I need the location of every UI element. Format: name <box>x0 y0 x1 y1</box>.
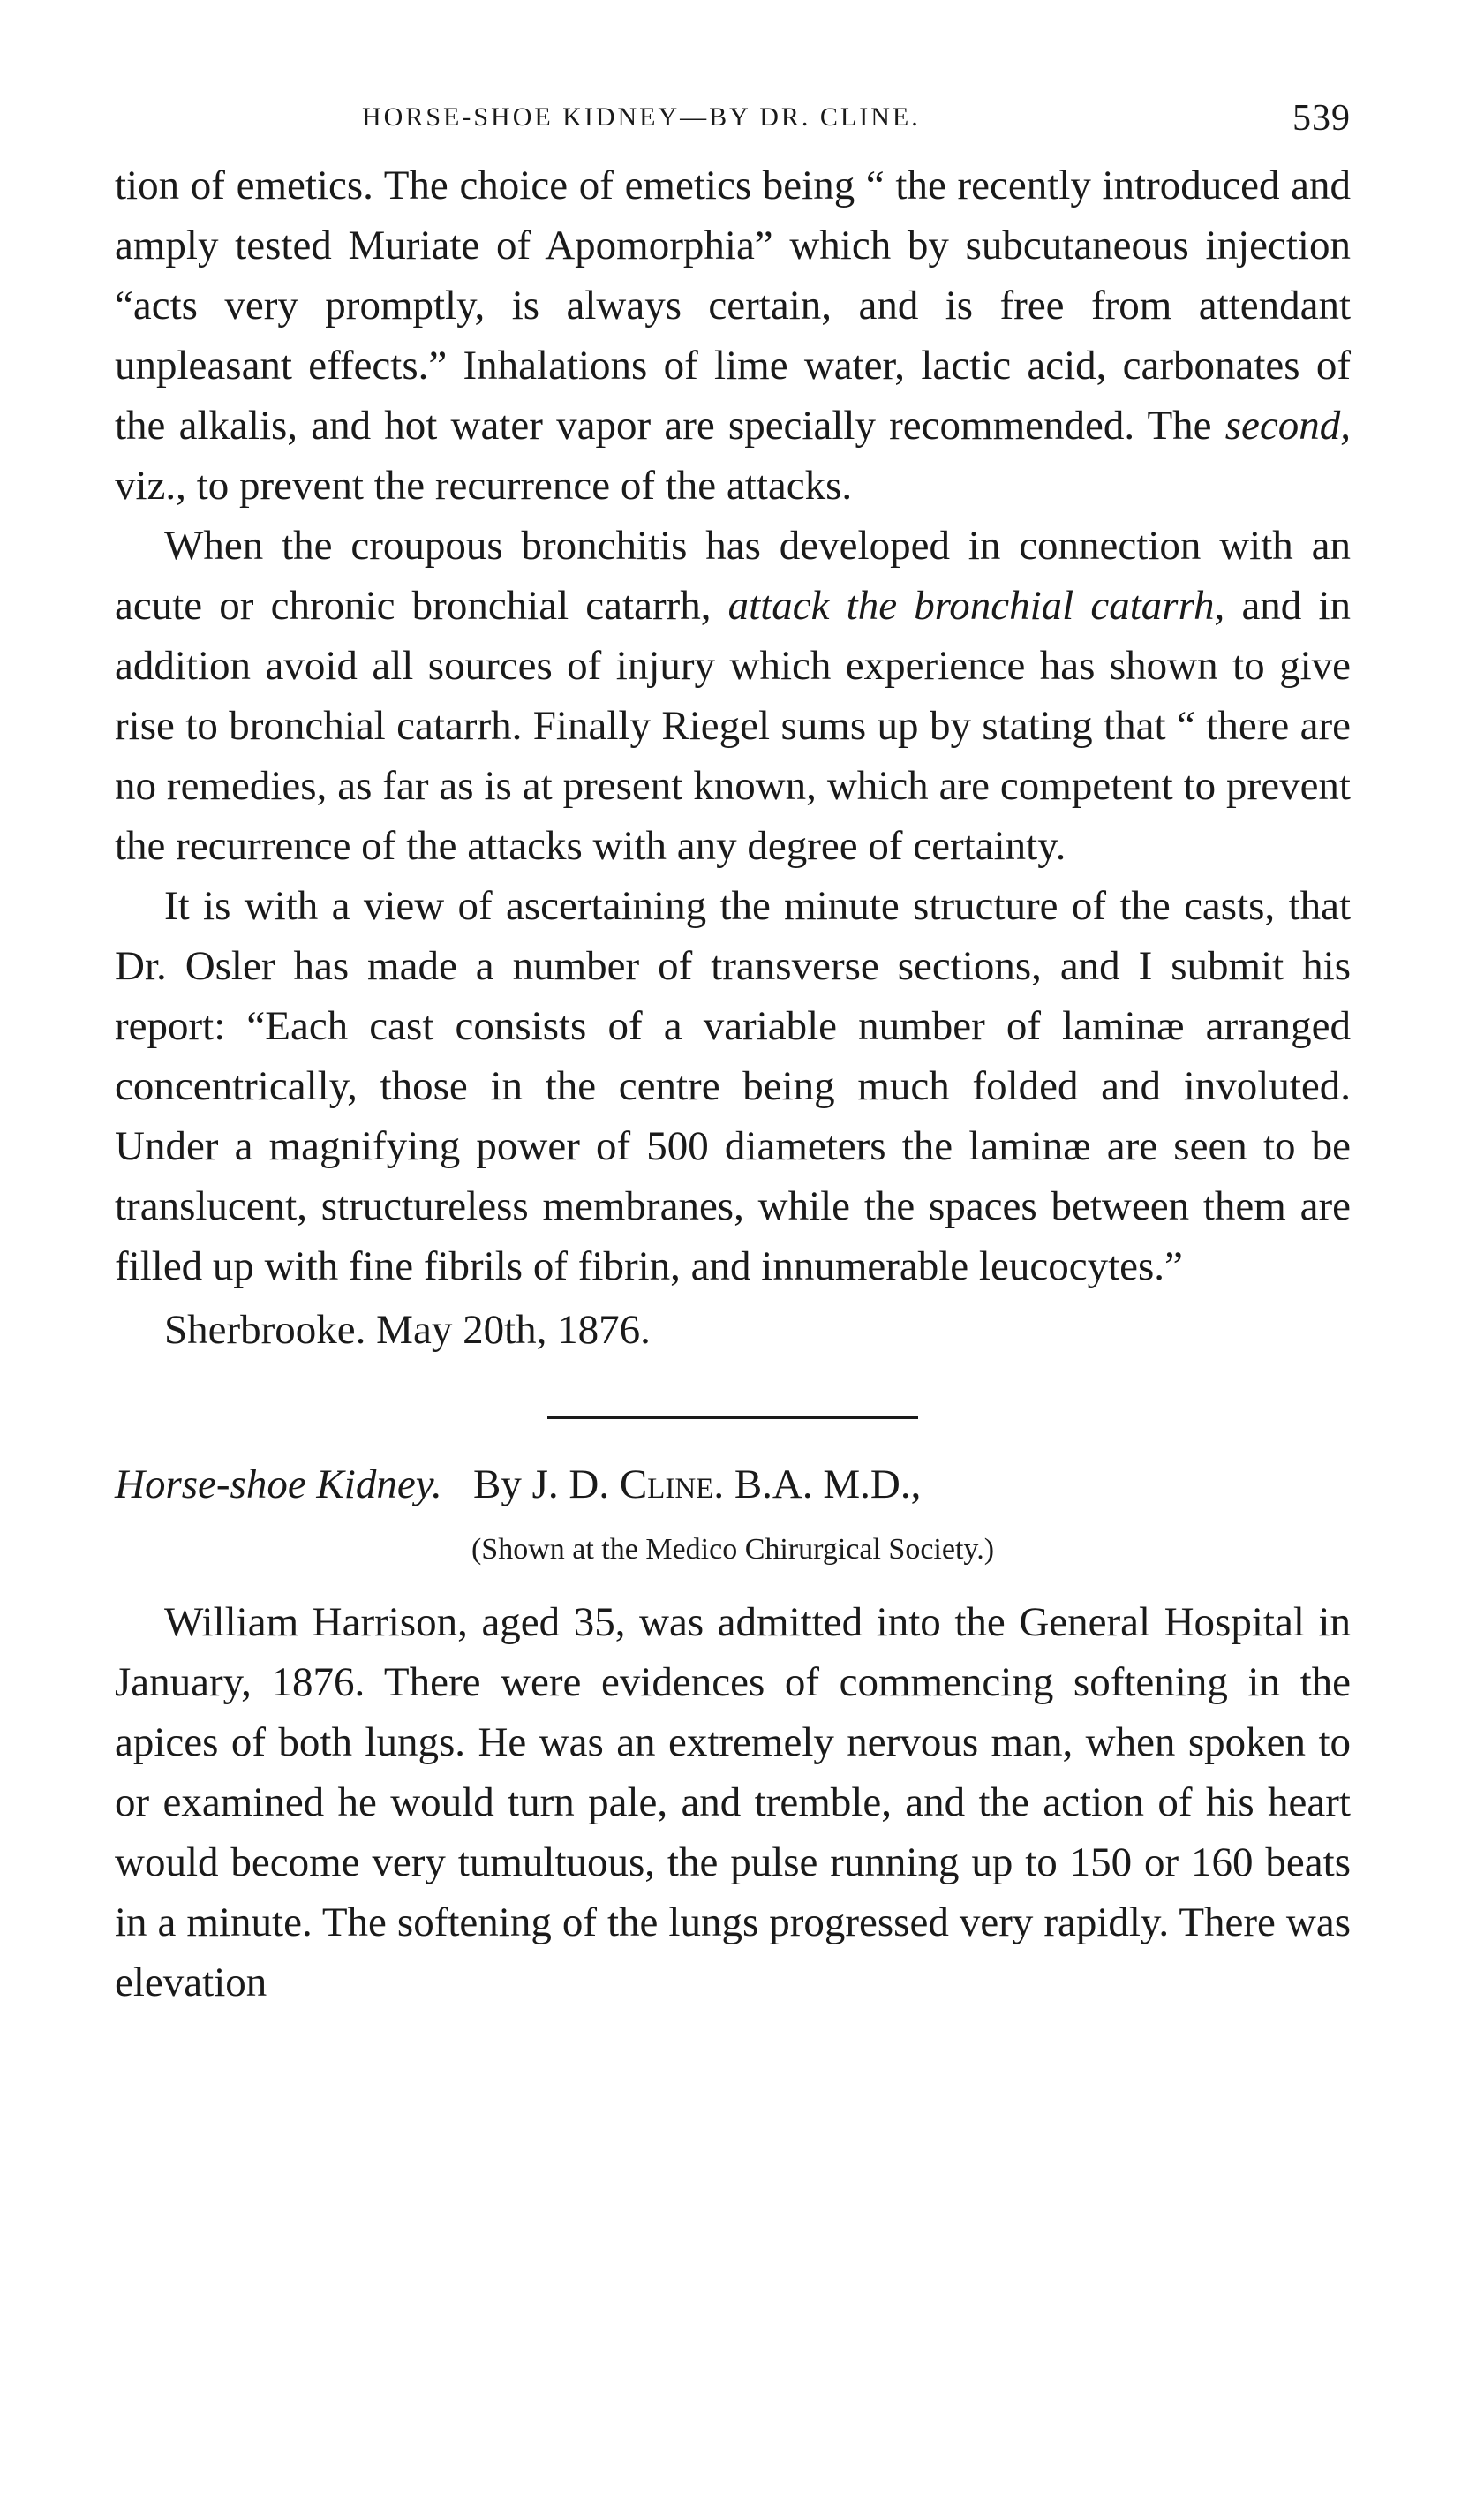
article-subtitle: (Shown at the Medico Chirurgical Society.) <box>471 1533 995 1566</box>
section-divider <box>547 1416 918 1419</box>
page-number: 539 <box>1292 98 1351 139</box>
article-heading <box>115 1454 1351 1514</box>
running-title: HORSE-SHOE KIDNEY—BY DR. CLINE. <box>362 102 921 132</box>
article-author: Cline <box>619 1461 714 1507</box>
article-byline-prefix: By J. D. <box>472 1461 620 1507</box>
main-text <box>115 155 1351 1360</box>
paragraph-emetics-text: tion of emetics. The choice of emetics being “ the recently introduced and amply tested Muriate of Apomorphia” which by subcutaneous injection “acts very promptly, is always certain, and is free from attendant unpleasant effects.” Inhalations of lime water, lactic acid, carbonates of the alkalis, and hot water vapor are specially recommended. The <box>115 162 1351 449</box>
article-title: Horse-shoe Kidney. <box>115 1461 442 1507</box>
article-text <box>115 1592 1351 2012</box>
paragraph-croupous-text: When the croupous bronchitis has developed in connection with an acute or chronic bronchial catarrh, <box>115 523 1351 629</box>
paragraph-emetics-italic: second, <box>1224 403 1351 449</box>
article-degrees: . B.A. M.D., <box>713 1461 922 1507</box>
paragraph-croupous-end: and in addition avoid all sources of injury which experience has shown to give rise to bronchial catarrh. Finally Riegel sums up by stating that “ there are no remedies, as far as is at present known, which are competent to prevent the recurrence of the attacks with any degree of certainty. <box>115 583 1352 869</box>
signoff-dateline: Sherbrooke. May 20th, 1876. <box>164 1307 651 1353</box>
book-page <box>115 97 1351 2012</box>
paragraph-osler-report: It is with a view of ascertaining the minute structure of the casts, that Dr. Osler has made a number of transverse sections, and I submit his report: “Each cast consists of a variable number of laminæ arranged concentrically, those in the centre being much folded and involuted. Under a magnifying power of 500 diameters the laminæ are seen to be translucent, structureless membranes, while the spaces between them are filled up with fine fibrils of fibrin, and innumerable leucocytes.” <box>115 883 1351 1289</box>
running-header <box>115 97 1351 150</box>
paragraph-emetics-end: viz., to prevent the recurrence of the attacks. <box>115 463 853 509</box>
paragraph-emetics <box>115 155 1351 516</box>
paragraph-croupous-italic: attack the bronchial catarrh, <box>727 583 1225 629</box>
paragraph-croupous-bronchitis <box>115 516 1351 876</box>
paragraph-case-history: William Harrison, aged 35, was admitted into the General Hospital in January, 1876. There were evidences of commencing softening in the apices of both lungs. He was an extremely nervous man, when spoken to or examined he would turn pale, and tremble, and the action of his heart would become very tumultuous, the pulse running up to 150 or 160 beats in a minute. The softening of the lungs progressed very rapidly. There was elevation <box>115 1599 1351 2005</box>
